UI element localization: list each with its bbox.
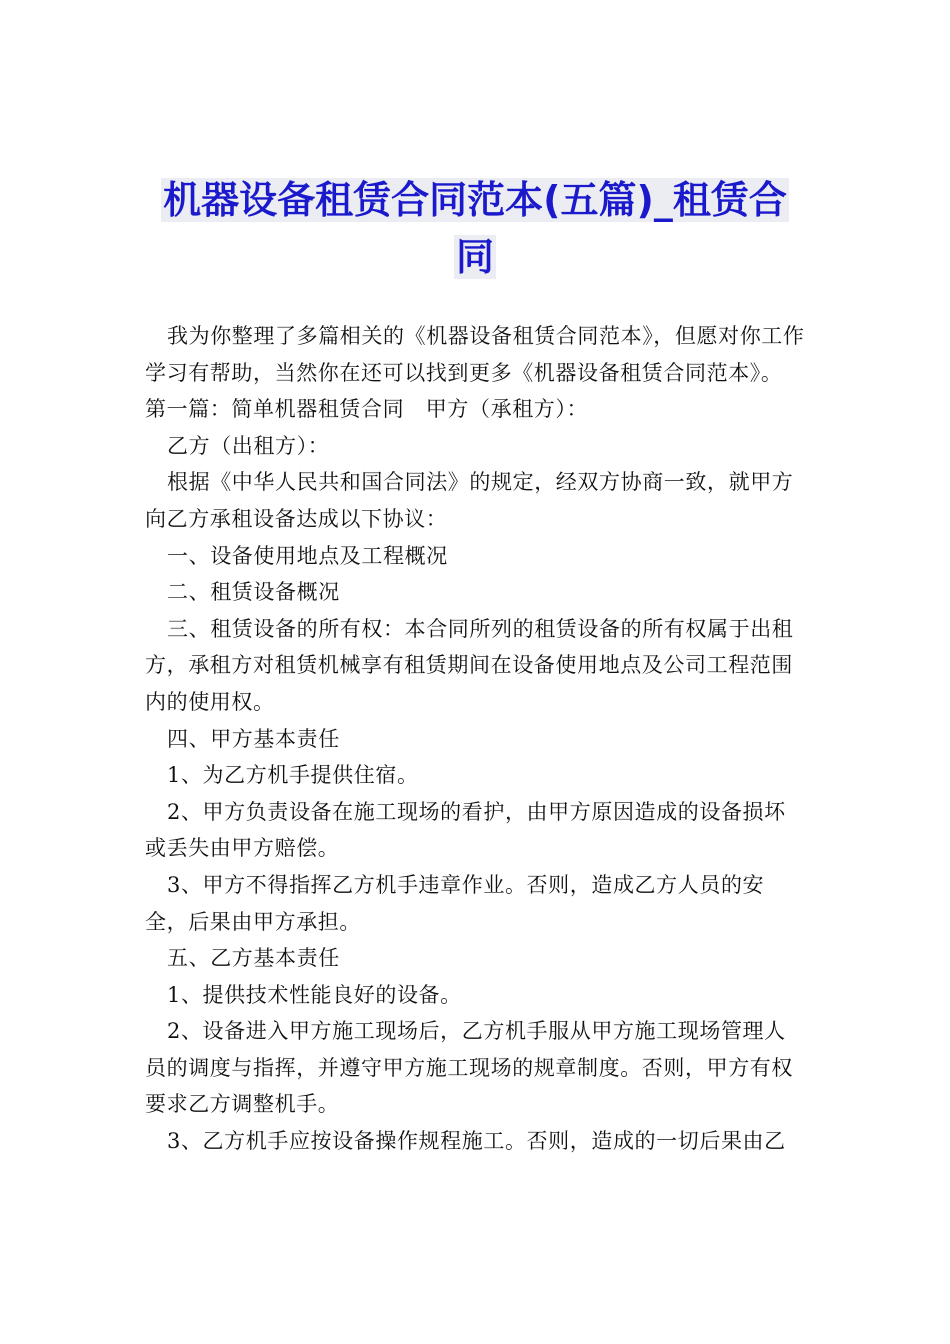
- document-title: [145, 172, 805, 286]
- paragraph: 1、为乙方机手提供住宿。: [167, 763, 419, 788]
- paragraph: 乙方（出租方）：: [167, 433, 330, 458]
- paragraph: 2、甲方负责设备在施工现场的看护，由甲方原因造成的设备损坏或丢失由甲方赔偿。: [145, 799, 786, 861]
- title-line-1: 机器设备租赁合同范本(五篇)_租赁合: [163, 178, 787, 222]
- paragraph: 三、租赁设备的所有权：本合同所列的租赁设备的所有权属于出租方，承租方对租赁机械享有租赁期间在设备使用地点及公司工程范围内的使用权。: [145, 616, 794, 714]
- paragraph: 3、乙方机手应按设备操作规程施工。否则，造成的一切后果由乙: [167, 1129, 786, 1154]
- paragraph: 3、甲方不得指挥乙方机手违章作业。否则，造成乙方人员的安全，后果由甲方承担。: [145, 872, 765, 934]
- paragraph: 1、提供技术性能良好的设备。: [167, 982, 462, 1007]
- paragraph: 四、甲方基本责任: [167, 726, 340, 751]
- paragraph: 二、租赁设备概况: [167, 580, 340, 605]
- paragraph: 第一篇：简单机器租赁合同 甲方（承租方）：: [145, 397, 589, 422]
- paragraph: 我为你整理了多篇相关的《机器设备租赁合同范本》，但愿对你工作学习有帮助，当然你在还可以找到更多《机器设备租赁合同范本》。: [145, 324, 805, 385]
- document-body: [145, 318, 807, 1160]
- title-line-2: 同: [455, 235, 494, 279]
- paragraph: 五、乙方基本责任: [167, 946, 340, 971]
- paragraph: 根据《中华人民共和国合同法》的规定，经双方协商一致，就甲方向乙方承租设备达成以下协议：: [145, 470, 794, 531]
- paragraph: 2、设备进入甲方施工现场后，乙方机手服从甲方施工现场管理人员的调度与指挥，并遵守甲方施工现场的规章制度。否则，甲方有权要求乙方调整机手。: [145, 1019, 793, 1117]
- paragraph: 一、设备使用地点及工程概况: [167, 543, 448, 568]
